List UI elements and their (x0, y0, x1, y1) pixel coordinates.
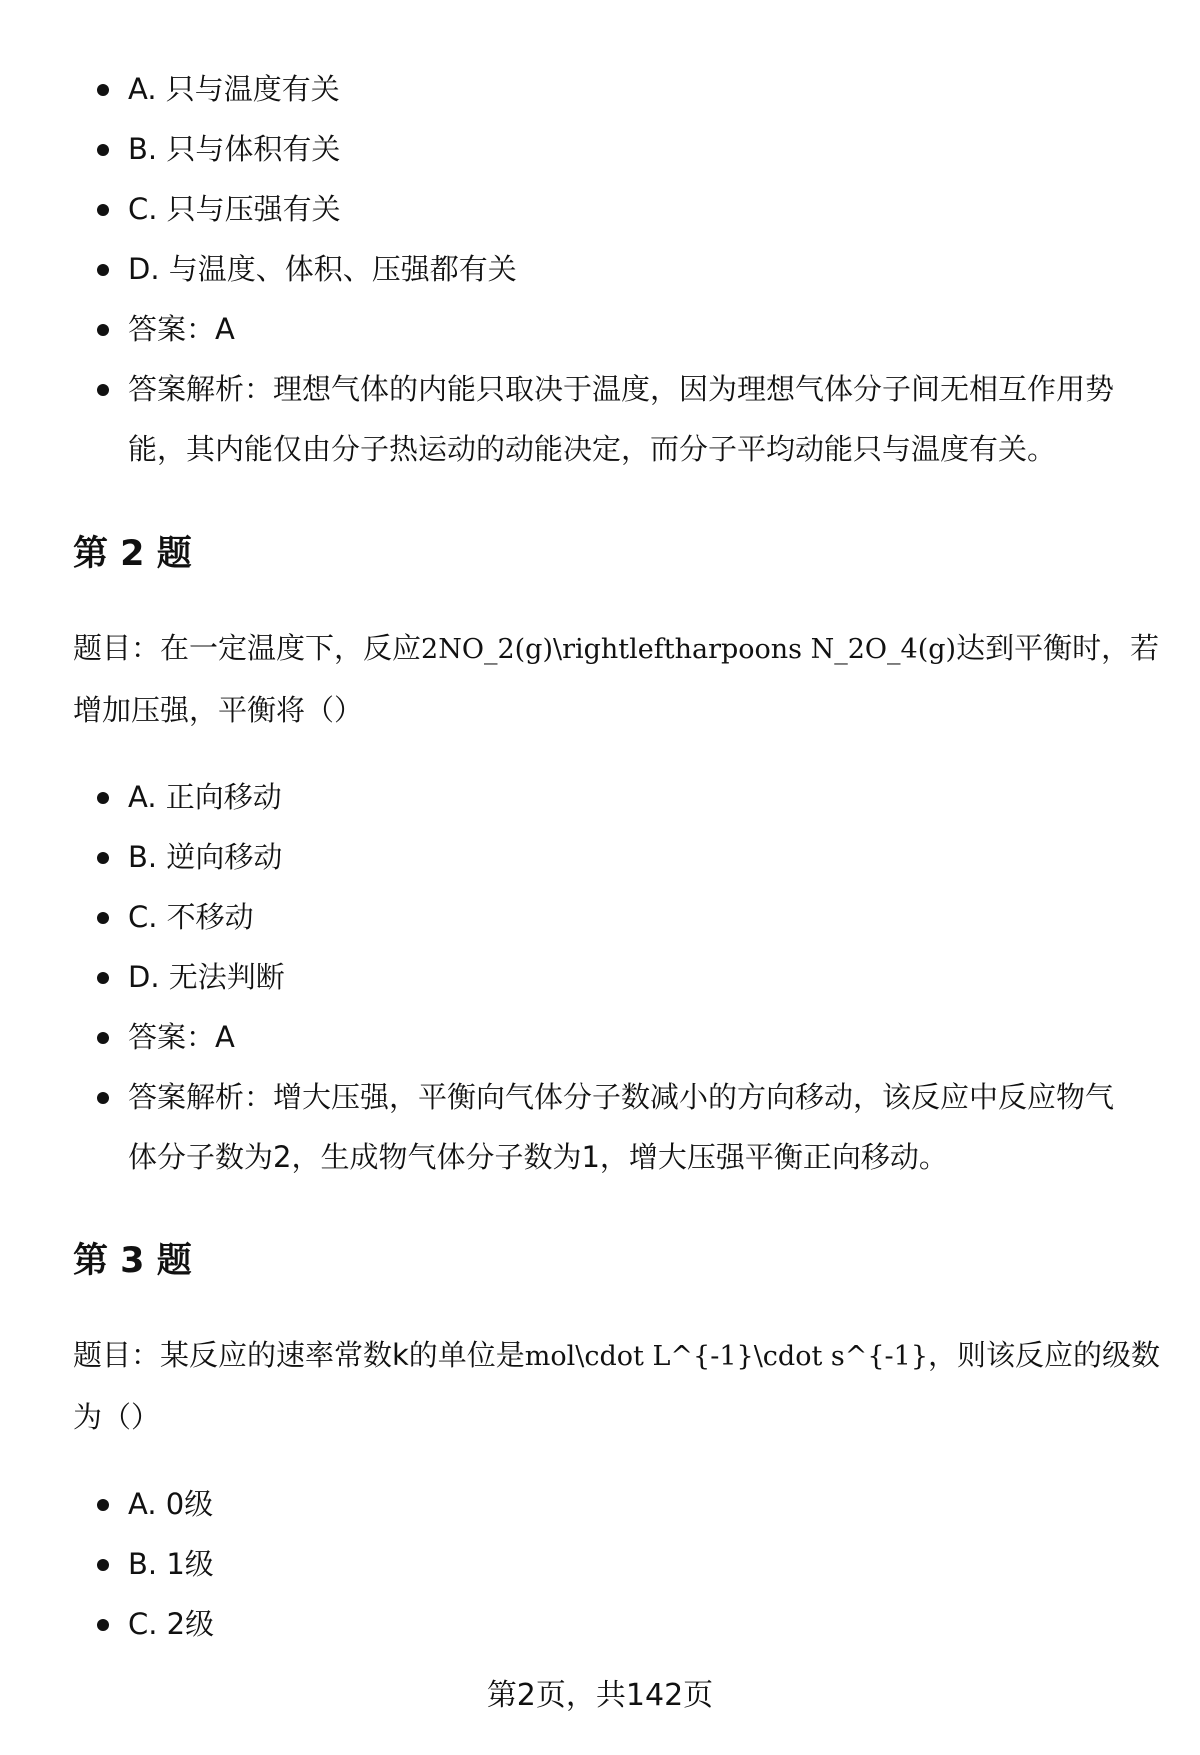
bullet-icon (97, 1032, 109, 1044)
bullet-icon (97, 204, 109, 216)
bullet-icon (97, 1092, 109, 1104)
q1-option-c: C. 只与压强有关 (0, 179, 1200, 239)
bullet-icon (97, 84, 109, 96)
q2-option-list (0, 767, 1200, 1187)
bullet-icon (97, 792, 109, 804)
bullet-icon (97, 852, 109, 864)
q1-option-list (0, 59, 1200, 479)
q3-stem: 题目：某反应的速率常数k的单位是mol\cdot L^{-1}\cdot s^{-1}，则该反应的级数为（） (73, 1338, 1161, 1434)
q3-formula: mol\cdot L^{-1}\cdot s^{-1} (524, 1341, 929, 1372)
q2-option-a: A. 正向移动 (0, 767, 1200, 827)
bullet-icon (97, 912, 109, 924)
bullet-icon (97, 144, 109, 156)
q3-option-b: B. 1级 (0, 1534, 1200, 1594)
q1-analysis: 答案解析：理想气体的内能只取决于温度，因为理想气体分子间无相互作用势能，其内能仅由分子热运动的动能决定，而分子平均动能只与温度有关。 (0, 359, 1200, 479)
bullet-icon (97, 1499, 109, 1511)
bullet-icon (97, 972, 109, 984)
q3-option-c: C. 2级 (0, 1594, 1200, 1654)
q1-answer: 答案：A (0, 299, 1200, 359)
q2-formula: 2NO_2(g)\rightleftharpoons N_2O_4(g) (421, 634, 957, 665)
q1-option-a: A. 只与温度有关 (0, 59, 1200, 119)
bullet-icon (97, 324, 109, 336)
q2-title: 第 2 题 (73, 534, 192, 574)
q3-option-a: A. 0级 (0, 1474, 1200, 1534)
q2-analysis: 答案解析：增大压强，平衡向气体分子数减小的方向移动，该反应中反应物气体分子数为2，生成物气体分子数为1，增大压强平衡正向移动。 (0, 1067, 1200, 1187)
q1-option-d: D. 与温度、体积、压强都有关 (0, 239, 1200, 299)
page-number: 第2页，共142页 (486, 1678, 714, 1713)
q2-option-d: D. 无法判断 (0, 947, 1200, 1007)
q2-answer: 答案：A (0, 1007, 1200, 1067)
q1-option-b: B. 只与体积有关 (0, 119, 1200, 179)
q3-option-list (0, 1474, 1200, 1654)
q3-title: 第 3 题 (73, 1241, 192, 1281)
q2-stem: 题目：在一定温度下，反应2NO_2(g)\rightleftharpoons N_2O_4(g)达到平衡时，若增加压强，平衡将（） (73, 631, 1160, 727)
q2-option-c: C. 不移动 (0, 887, 1200, 947)
bullet-icon (97, 1619, 109, 1631)
bullet-icon (97, 384, 109, 396)
bullet-icon (97, 264, 109, 276)
q2-option-b: B. 逆向移动 (0, 827, 1200, 887)
bullet-icon (97, 1559, 109, 1571)
